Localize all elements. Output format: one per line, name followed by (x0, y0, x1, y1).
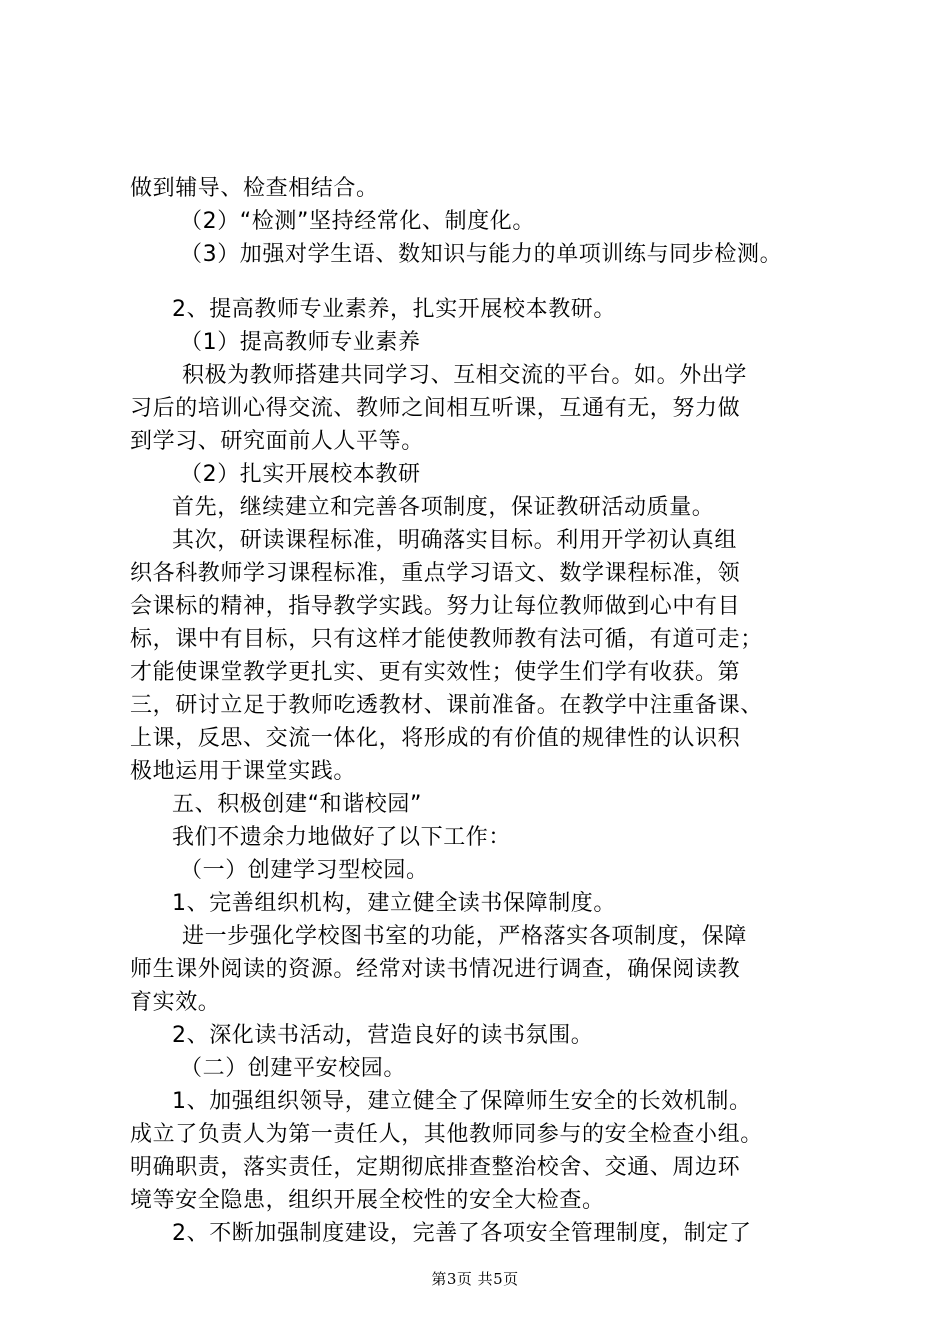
subsection-heading: （二）创建平安校园。 (180, 1056, 407, 1081)
paragraph-line: 积极为教师搭建共同学习、互相交流的平台。如。外出学 (182, 363, 748, 388)
paragraph-line: 上课，反思、交流一体化，将形成的有价值的规律性的认识积 (130, 726, 741, 751)
paragraph-line: 成立了负责人为第一责任人，其他教师同参与的安全检查小组。 (130, 1122, 763, 1147)
paragraph-line: 1、加强组织领导，建立健全了保障师生安全的长效机制。 (172, 1089, 752, 1114)
paragraph-line: 其次，研读课程标准，明确落实目标。利用开学初认真组 (172, 528, 738, 553)
paragraph-line: 育实效。 (130, 990, 221, 1015)
paragraph-line: 三，研讨立足于教师吃透教材、课前准备。在教学中注重备课、 (130, 693, 763, 718)
paragraph-gap (130, 271, 830, 293)
paragraph-line: 明确职责，落实责任，定期彻底排查整治校舍、交通、周边环 (130, 1155, 741, 1180)
paragraph-line: 习后的培训心得交流、教师之间相互听课，互通有无，努力做 (130, 396, 741, 421)
paragraph-line: 极地运用于课堂实践。 (130, 759, 357, 784)
section-heading: 2、提高教师专业素养，扎实开展校本教研。 (172, 297, 616, 322)
paragraph-line: 织各科教师学习课程标准，重点学习语文、数学课程标准，领 (130, 561, 741, 586)
paragraph-line: （3）加强对学生语、数知识与能力的单项训练与同步检测。 (180, 242, 783, 267)
subsection-heading: （1）提高教师专业素养 (180, 330, 421, 355)
paragraph-line: （2）“检测”坚持经常化、制度化。 (180, 209, 535, 234)
paragraph-line: 标，课中有目标，只有这样才能使教师教有法可循，有道可走； (130, 627, 763, 652)
subsection-heading: （2）扎实开展校本教研 (180, 462, 421, 487)
subsection-heading: （一）创建学习型校园。 (180, 858, 429, 883)
section-heading: 五、积极创建“和谐校园” (172, 792, 422, 817)
paragraph-line: 2、深化读书活动，营造良好的读书氛围。 (172, 1023, 594, 1048)
paragraph-line: 我们不遗余力地做好了以下工作： (172, 825, 512, 850)
paragraph-line: 2、不断加强制度建设，完善了各项安全管理制度，制定了 (172, 1221, 752, 1246)
paragraph-line: 师生课外阅读的资源。经常对读书情况进行调查，确保阅读教 (130, 957, 741, 982)
document-body (130, 172, 830, 1250)
paragraph-line: 进一步强化学校图书室的功能，严格落实各项制度，保障 (182, 924, 748, 949)
paragraph-line: 1、完善组织机构，建立健全读书保障制度。 (172, 891, 616, 916)
page-number-footer: 第3页 共5页 (431, 1270, 519, 1288)
paragraph-line: 到学习、研究面前人人平等。 (130, 429, 424, 454)
paragraph-line: 会课标的精神，指导教学实践。努力让每位教师做到心中有目 (130, 594, 741, 619)
paragraph-line: 做到辅导、检查相结合。 (130, 176, 379, 201)
paragraph-line: 才能使课堂教学更扎实、更有实效性；使学生们学有收获。第 (130, 660, 741, 685)
paragraph-line: 境等安全隐患，组织开展全校性的安全大检查。 (130, 1188, 605, 1213)
paragraph-line: 首先，继续建立和完善各项制度，保证教研活动质量。 (172, 495, 715, 520)
